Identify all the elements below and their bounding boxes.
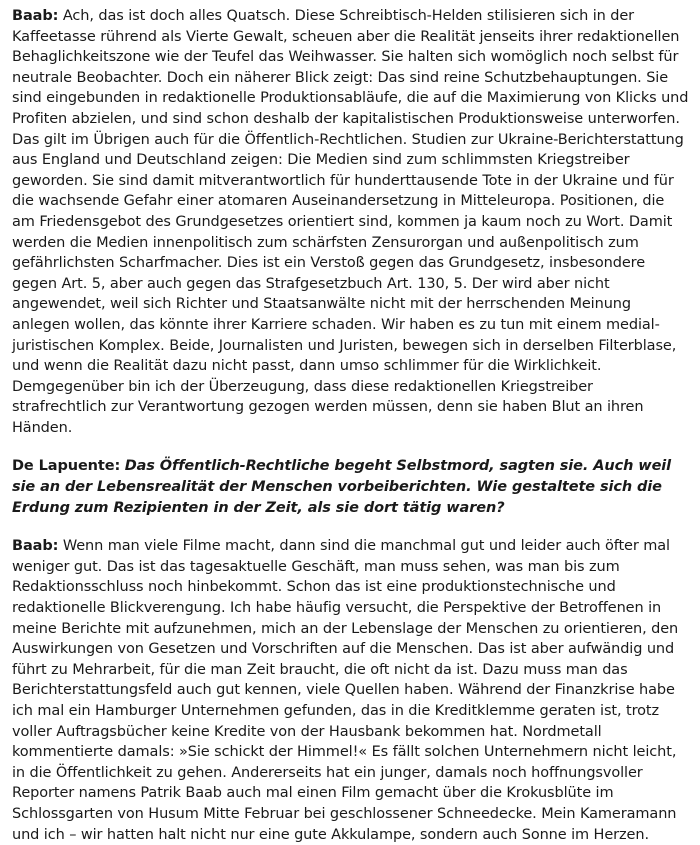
answer-paragraph-2 bbox=[12, 536, 690, 845]
speaker-label: De Lapuente: bbox=[12, 458, 121, 475]
speaker-label: Baab: bbox=[12, 8, 59, 24]
speaker-label: Baab: bbox=[12, 538, 59, 555]
question-paragraph bbox=[12, 456, 690, 518]
question-text: Das Öffentlich-Rechtliche begeht Selbstmord, sagten sie. Auch weil sie an der Lebensrealität der Menschen vorbeiberichten. Wie gestaltete sich die Erdung zum Rezipienten in der Zeit, als sie dort tätig waren? bbox=[12, 458, 672, 516]
answer-paragraph-1 bbox=[12, 6, 690, 438]
answer-text: Ach, das ist doch alles Quatsch. Diese Schreibtisch-Helden stilisieren sich in der Kaffeetasse rührend als Vierte Gewalt, scheuen aber die Realität jenseits ihrer redaktionellen Behaglichkeitszone wie der Teufel das Weihwasser. Sie halten sich womöglich noch selbst für neutrale Beobachter. Doch ein näherer Blick zeigt: Das sind reine Schutzbehauptungen. Sie sind eingebunden in redaktionelle Produktionsabläufe, die auf die Maximierung von Klicks und Profiten abzielen, und sind schon deshalb der kapitalistischen Produktionsweise unterworfen. Das gilt im Übrigen auch für die Öffentlich-Rechtlichen. Studien zur Ukraine-Berichterstattung aus England und Deutschland zeigen: Die Medien sind zum schlimmsten Kriegstreiber geworden. Sie sind damit mitverantwortlich für hunderttausende Tote in der Ukraine und für die wachsende Gefahr einer atomaren Auseinandersetzung in Mitteleuropa. Positionen, die am Friedensgebot des Grundgesetzes orientiert sind, kommen ja kaum noch zu Wort. Damit werden die Medien innenpolitisch zum schärfsten Zensurorgan und außenpolitisch zum gefährlichsten Scharfmacher. Dies ist ein Verstoß gegen das Grundgesetz, insbesondere gegen Art. 5, aber auch gegen das Strafgesetzbuch Art. 130, 5. Der wird aber nicht angewendet, weil sich Richter und Staatsanwälte nicht mit der herrschenden Meinung anlegen wollen, das könnte ihrer Karriere schaden. Wir haben es zu tun mit einem medial-juristischen Komplex. Beide, Journalisten und Juristen, bewegen sich in derselben Filterblase, und wenn die Realität dazu nicht passt, dann umso schlimmer für die Wirklichkeit. Demgegenüber bin ich der Überzeugung, dass diese redaktionellen Kriegstreiber strafrechtlich zur Verantwortung gezogen werden müssen, denn sie haben Blut an ihren Händen. bbox=[12, 8, 689, 436]
answer-text: Wenn man viele Filme macht, dann sind die manchmal gut und leider auch öfter mal weniger gut. Das ist das tagesaktuelle Geschäft, man muss sehen, was man bis zum Redaktionsschluss noch hinbekommt. Schon das ist eine produktionstechnische und redaktionelle Blickverengung. Ich habe häufig versucht, die Perspektive der Betroffenen in meine Berichte mit aufzunehmen, mich an der Lebenslage der Menschen zu orientieren, den Auswirkungen von Gesetzen und Vorschriften auf die Menschen. Das ist aber aufwändig und führt zu Mehrarbeit, für die man Zeit braucht, die oft nicht da ist. Dazu muss man das Berichterstattungsfeld auch gut kennen, viele Quellen haben. Während der Finanzkrise habe ich mal ein Hamburger Unternehmen gefunden, das in die Kreditklemme geraten ist, trotz voller Auftragsbücher keine Kredite von der Hausbank bekommen hat. Nordmetall kommentierte damals: »Sie schickt der Himmel!« Es fällt solchen Unternehmern nicht leicht, in die Öffentlichkeit zu gehen. Andererseits hat ein junger, damals noch hoffnungsvoller Reporter namens Patrik Baab auch mal einen Film gemacht über die Krokusblüte im Schlossgarten von Husum Mitte Februar bei geschlossener Schneedecke. Mein Kameramann und ich – wir hatten halt nicht nur eine gute Akkulampe, sondern auch Sonne im Herzen. bbox=[12, 538, 679, 843]
